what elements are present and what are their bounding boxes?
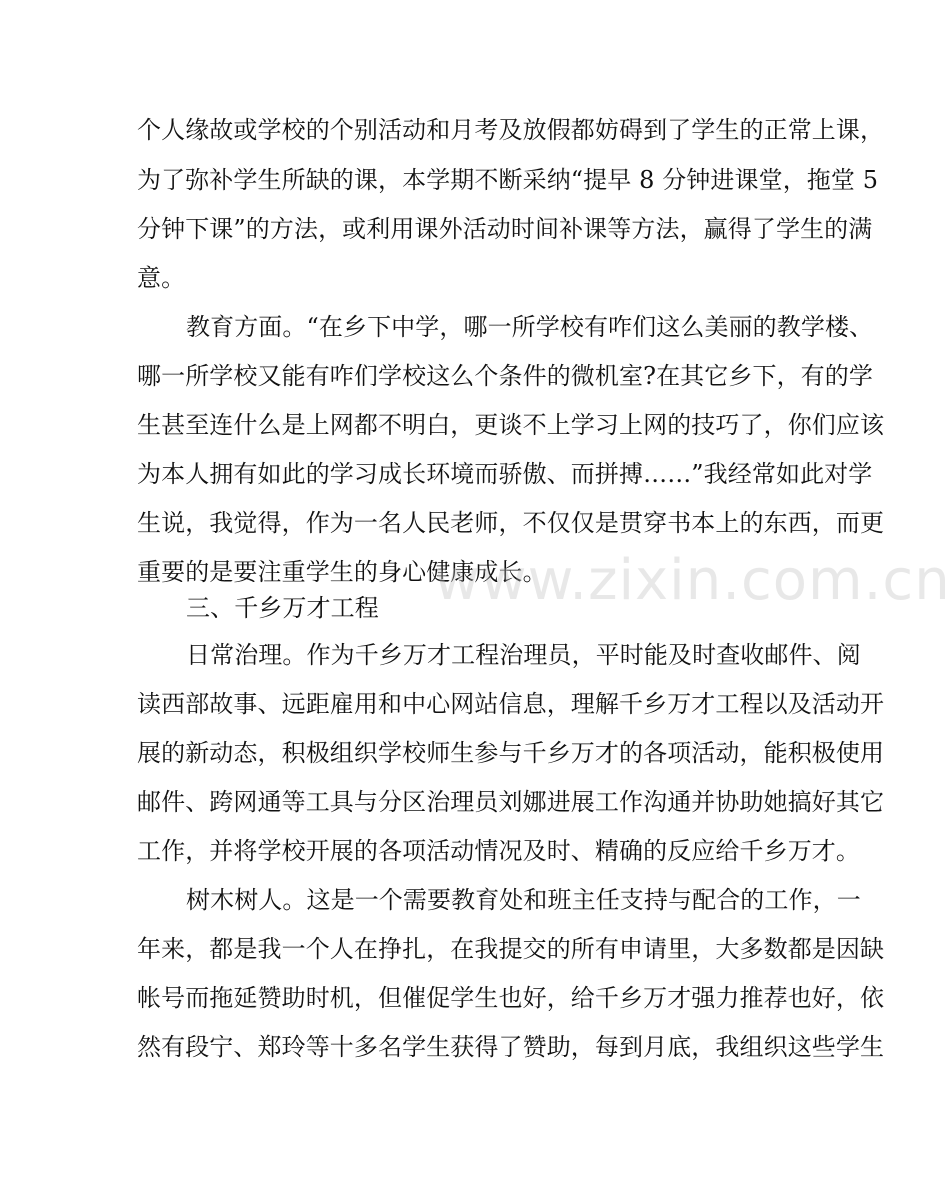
text-line-15: 邮件、跨网通等工具与分区治理员刘娜进展工作沟通并协助她搞好其它 — [137, 788, 885, 816]
text-line-8: 为本人拥有如此的学习成长环境而骄傲、而拼搏……”我经常如此对学 — [137, 460, 873, 488]
text-line-1: 个人缘故或学校的个别活动和月考及放假都妨碍到了学生的正常上课， — [137, 116, 885, 144]
text-line-4: 意。 — [137, 264, 186, 292]
text-line-5: 教育方面。“在乡下中学，哪一所学校有咋们这么美丽的教学楼、 — [186, 313, 874, 341]
text-line-18: 年来，都是我一个人在挣扎，在我提交的所有申请里，大多数都是因缺 — [137, 935, 885, 963]
text-line-13: 读西部故事、远距雇用和中心网站信息，理解千乡万才工程以及活动开 — [137, 690, 885, 718]
section-heading: 三、千乡万才工程 — [186, 594, 379, 622]
text-line-16: 工作，并将学校开展的各项活动情况及时、精确的反应给千乡万才。 — [137, 837, 860, 865]
watermark: www.zixin.com.cn — [434, 548, 951, 613]
text-line-20: 然有段宁、郑玲等十多名学生获得了赞助，每到月底，我组织这些学生 — [137, 1033, 885, 1061]
text-line-10: 重要的是要注重学生的身心健康成长。 — [137, 558, 547, 586]
text-line-6: 哪一所学校又能有咋们学校这么个条件的微机室?在其它乡下，有的学 — [137, 362, 873, 390]
text-line-14: 展的新动态，积极组织学校师生参与千乡万才的各项活动，能积极使用 — [137, 739, 885, 767]
text-line-12: 日常治理。作为千乡万才工程治理员，平时能及时查收邮件、阅 — [186, 641, 861, 669]
text-line-19: 帐号而拖延赞助时机，但催促学生也好，给千乡万才强力推荐也好，依 — [137, 984, 885, 1012]
text-line-9: 生说，我觉得，作为一名人民老师，不仅仅是贯穿书本上的东西，而更 — [137, 509, 885, 537]
text-line-7: 生甚至连什么是上网都不明白，更谈不上学习上网的技巧了，你们应该 — [137, 411, 885, 439]
text-line-3: 分钟下课”的方法，或利用课外活动时间补课等方法，赢得了学生的满 — [137, 215, 873, 243]
text-line-17: 树木树人。这是一个需要教育处和班主任支持与配合的工作，一 — [186, 886, 861, 914]
text-line-2: 为了弥补学生所缺的课，本学期不断采纳“提早 8 分钟进课堂，拖堂 5 — [137, 166, 879, 194]
